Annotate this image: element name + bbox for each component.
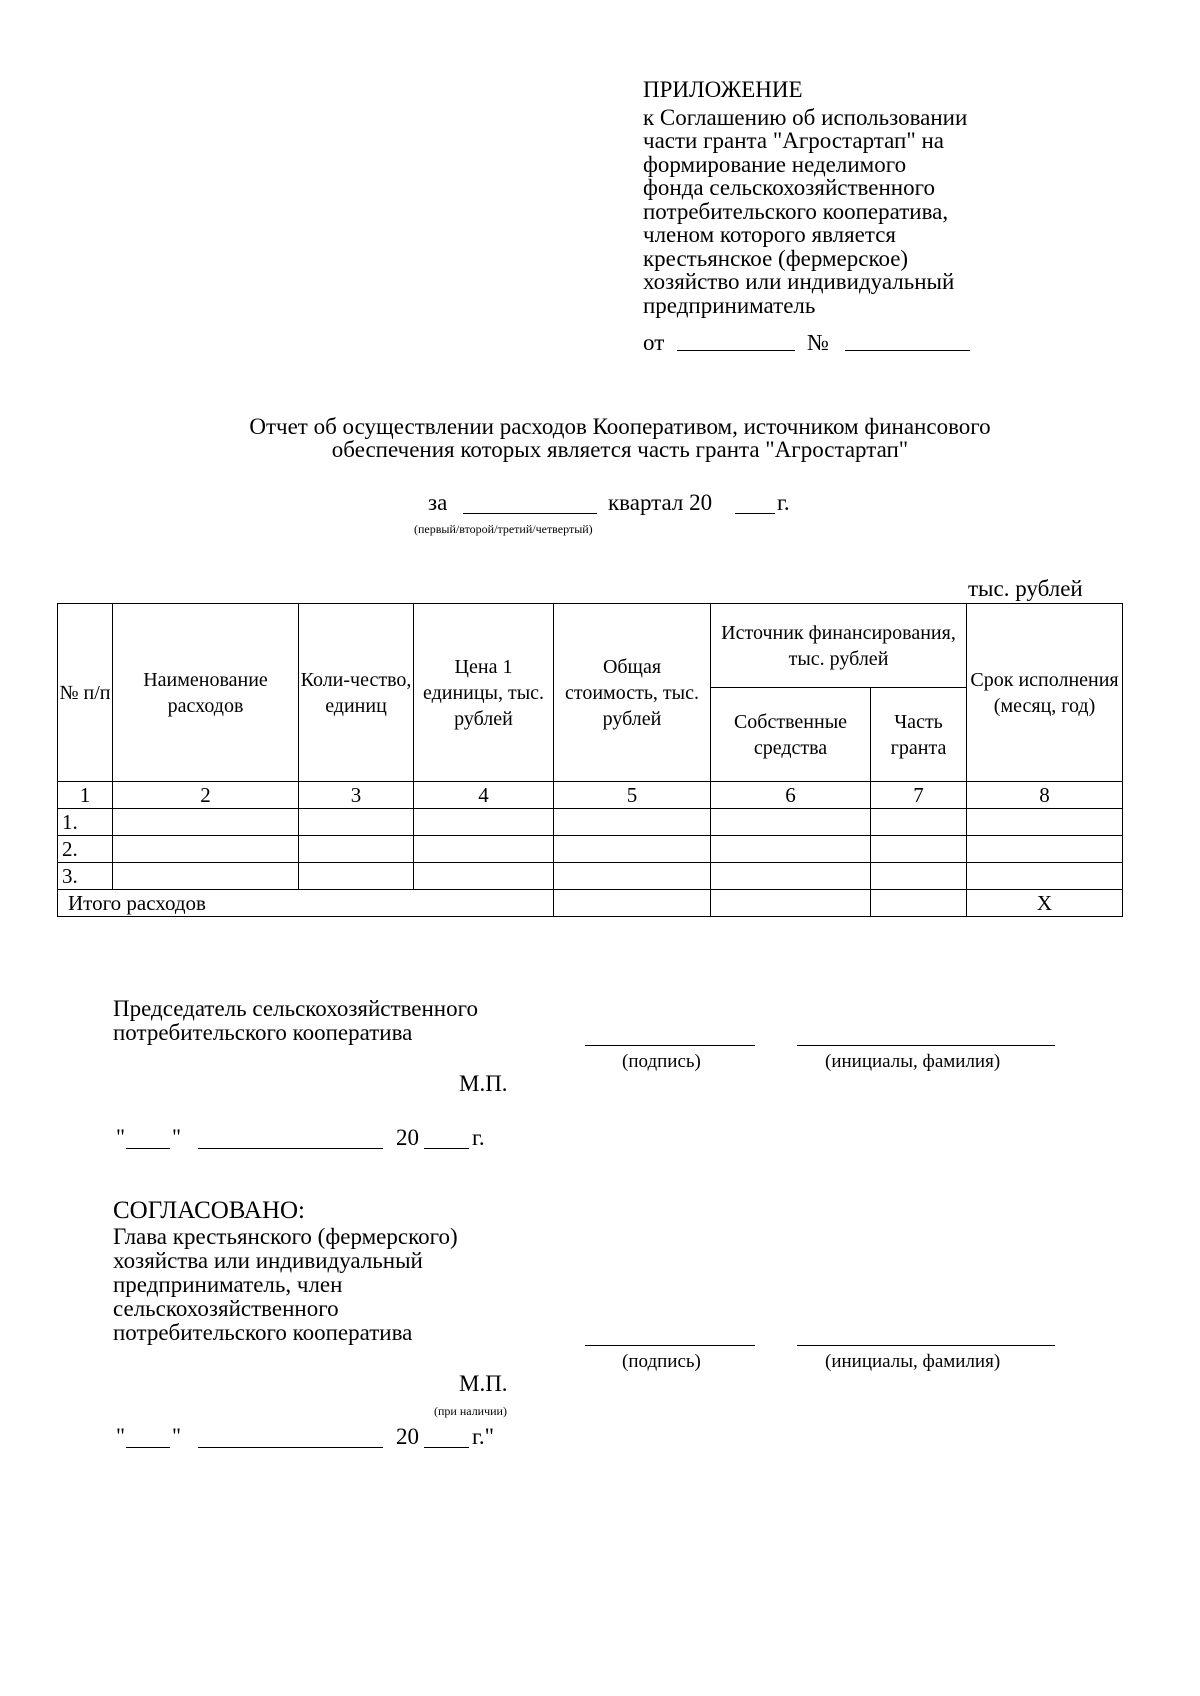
cell-name <box>113 809 299 836</box>
cell-own <box>711 836 871 863</box>
cell-name <box>113 836 299 863</box>
cell-term <box>967 809 1123 836</box>
agreed-date-year: 20 <box>396 1424 419 1449</box>
expense-table <box>57 603 1123 917</box>
appendix-line: предприниматель <box>643 292 816 318</box>
chairman-stamp: М.П. <box>459 1071 508 1096</box>
header-total: Общая стоимость, тыс. рублей <box>554 604 711 782</box>
row-number: 3. <box>58 863 113 890</box>
column-number: 2 <box>113 782 299 809</box>
appendix-heading: ПРИЛОЖЕНИЕ <box>643 77 803 102</box>
quarter-blank-line <box>463 513 597 514</box>
cell-total <box>554 863 711 890</box>
chairman-signature-line <box>585 1045 755 1046</box>
agreed-month-line <box>198 1447 383 1448</box>
units-label: тыс. рублей <box>968 576 1083 601</box>
agreed-title-line: предприниматель, член <box>113 1272 343 1297</box>
appendix-number-line <box>845 350 970 351</box>
column-number: 4 <box>414 782 554 809</box>
agreed-stamp-note: (при наличии) <box>434 1404 507 1418</box>
header-num: № п/п <box>58 604 113 782</box>
table-total-row <box>58 890 1123 917</box>
column-number: 6 <box>711 782 871 809</box>
agreed-title-line: сельскохозяйственного <box>113 1296 339 1321</box>
agreed-signature-caption: (подпись) <box>622 1351 701 1372</box>
agreed-year-line <box>424 1447 469 1448</box>
header-own-funds: Собственные средства <box>711 688 871 782</box>
chairman-signature-caption: (подпись) <box>622 1051 701 1072</box>
cell-term <box>967 863 1123 890</box>
column-number: 7 <box>871 782 967 809</box>
header-qty: Коли-чество, единиц <box>299 604 414 782</box>
cell-qty <box>299 863 414 890</box>
cell-total <box>554 836 711 863</box>
appendix-line: крестьянское (фермерское) <box>643 245 909 271</box>
chairman-name-caption: (инициалы, фамилия) <box>825 1051 1001 1072</box>
period-caption: (первый/второй/третий/четвертый) <box>414 522 593 536</box>
agreed-date-suffix: г." <box>472 1424 494 1449</box>
table-row <box>58 836 1123 863</box>
period-year-suffix: г. <box>777 490 790 515</box>
year-blank-line <box>735 513 775 514</box>
agreed-title-line: хозяйства или индивидуальный <box>113 1248 423 1273</box>
chairman-month-line <box>198 1148 383 1149</box>
report-title-line2: обеспечения которых является часть гранта "Агростартап" <box>331 437 909 462</box>
table-row <box>58 809 1123 836</box>
agreed-date-open-quote: " <box>116 1423 125 1448</box>
appendix-line: к Соглашению об использовании <box>643 104 968 130</box>
cell-price <box>414 809 554 836</box>
column-number: 5 <box>554 782 711 809</box>
total-cost-cell <box>554 890 711 917</box>
total-own-cell <box>711 890 871 917</box>
column-number: 1 <box>58 782 113 809</box>
column-number: 8 <box>967 782 1123 809</box>
cell-name <box>113 863 299 890</box>
period-suffix: квартал 20 <box>608 490 713 515</box>
cell-grant <box>871 836 967 863</box>
cell-qty <box>299 836 414 863</box>
chairman-title-line2: потребительского кооператива <box>113 1020 413 1045</box>
agreed-title-line: Глава крестьянского (фермерского) <box>113 1224 458 1249</box>
header-grant-part: Часть гранта <box>871 688 967 782</box>
chairman-title-line1: Председатель сельскохозяйственного <box>113 996 478 1021</box>
table-row <box>58 863 1123 890</box>
appendix-line: части гранта "Агростартап" на <box>643 128 944 153</box>
header-name: Наименование расходов <box>113 604 299 782</box>
agreed-date-close-quote: " <box>172 1423 181 1448</box>
agreed-heading: СОГЛАСОВАНО: <box>113 1197 306 1224</box>
report-title <box>100 415 1140 461</box>
chairman-date-open-quote: " <box>116 1124 125 1149</box>
agreed-title-line: потребительского кооператива <box>113 1320 413 1345</box>
appendix-number-label: № <box>807 330 829 355</box>
cell-price <box>414 863 554 890</box>
header-term: Срок исполнения (месяц, год) <box>967 604 1123 782</box>
cell-grant <box>871 809 967 836</box>
appendix-line: членом которого является <box>643 222 897 247</box>
header-source: Источник финансирования, тыс. рублей <box>711 604 967 688</box>
cell-qty <box>299 809 414 836</box>
appendix-line: фонда сельскохозяйственного <box>643 175 935 200</box>
agreed-title <box>113 1225 458 1345</box>
cell-term <box>967 836 1123 863</box>
period-prefix: за <box>428 490 448 515</box>
chairman-date-year: 20 <box>396 1125 419 1150</box>
chairman-date-suffix: г. <box>472 1125 485 1150</box>
appendix-line: хозяйство или индивидуальный <box>643 269 955 294</box>
chairman-year-line <box>424 1148 469 1149</box>
cell-grant <box>871 863 967 890</box>
cell-price <box>414 836 554 863</box>
cell-own <box>711 809 871 836</box>
total-term-cell: Х <box>967 890 1123 917</box>
row-number: 1. <box>58 809 113 836</box>
cell-total <box>554 809 711 836</box>
header-price: Цена 1 единицы, тыс. рублей <box>414 604 554 782</box>
chairman-name-line <box>797 1045 1055 1046</box>
chairman-title <box>113 997 478 1045</box>
agreed-stamp: М.П. <box>459 1371 508 1396</box>
total-label: Итого расходов <box>58 890 554 917</box>
row-number: 2. <box>58 836 113 863</box>
chairman-day-line <box>126 1148 170 1149</box>
appendix-block <box>643 78 1083 317</box>
appendix-line: потребительского кооператива, <box>643 198 949 224</box>
report-title-line1: Отчет об осуществлении расходов Кооперативом, источником финансового <box>249 414 991 439</box>
column-number: 3 <box>299 782 414 809</box>
chairman-date-close-quote: " <box>172 1124 181 1149</box>
appendix-date-line <box>677 350 795 351</box>
agreed-signature-line <box>585 1345 755 1346</box>
agreed-day-line <box>126 1447 170 1448</box>
total-grant-cell <box>871 890 967 917</box>
cell-own <box>711 863 871 890</box>
appendix-line: формирование неделимого <box>643 151 907 177</box>
agreed-name-caption: (инициалы, фамилия) <box>825 1351 1001 1372</box>
agreed-name-line <box>797 1345 1055 1346</box>
appendix-from-label: от <box>643 330 665 355</box>
